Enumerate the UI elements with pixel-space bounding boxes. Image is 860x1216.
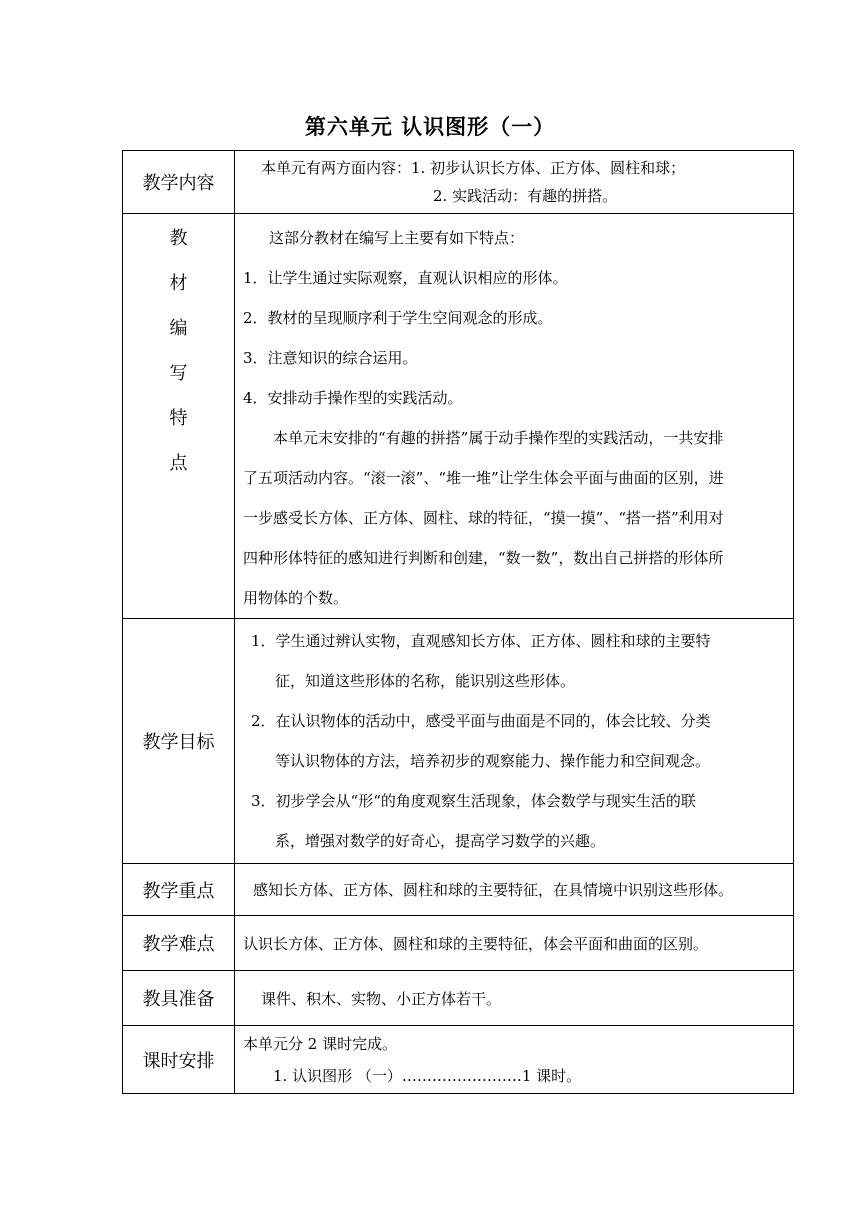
cell-teaching-goals — [235, 619, 794, 864]
schedule-line-2: 1. 认识图形 （一）……………………1 课时。 — [273, 1066, 582, 1085]
features-item: 2．教材的呈现顺序利于学生空间观念的形成。 — [243, 309, 553, 327]
features-paragraph-line: 本单元末安排的“有趣的拼搭”属于动手操作型的实践活动，一共安排 — [273, 429, 724, 447]
goal-line: 等认识物体的方法，培养初步的观察能力、操作能力和空间观念。 — [275, 752, 711, 770]
label-char: 点 — [169, 453, 188, 474]
label-char: 特 — [169, 408, 188, 429]
cell-teaching-content — [235, 151, 794, 214]
difficulties-text: 认识长方体、正方体、圆柱和球的主要特征，体会平面和曲面的区别。 — [243, 934, 709, 953]
label-teaching-content: 教学内容 — [123, 151, 235, 214]
cell-difficulties — [235, 916, 794, 971]
label-char: 教 — [169, 228, 188, 249]
lesson-plan-table — [122, 150, 794, 1094]
cell-teaching-aids — [235, 971, 794, 1026]
content-line-1: 本单元有两方面内容：1. 初步认识长方体、正方体、圆柱和球； — [261, 159, 686, 177]
page-title: 第六单元 认识图形（一） — [304, 115, 556, 139]
row-teaching-content — [123, 151, 794, 214]
row-difficulties — [123, 916, 794, 971]
features-paragraph-line: 用物体的个数。 — [243, 589, 349, 607]
features-item: 3．注意知识的综合运用。 — [243, 349, 418, 367]
features-paragraph-line: 了五项活动内容。“滚一滚”、“堆一堆”让学生体会平面与曲面的区别，进 — [243, 469, 724, 487]
label-teaching-aids: 教具准备 — [123, 971, 235, 1026]
teaching-aids-text: 课件、积木、实物、小正方体若干。 — [261, 989, 502, 1008]
cell-schedule — [235, 1026, 794, 1094]
cell-key-points — [235, 864, 794, 916]
features-intro: 这部分教材在编写上主要有如下特点： — [269, 229, 525, 247]
schedule-line-1: 本单元分 2 课时完成。 — [243, 1034, 398, 1053]
features-paragraph-line: 四种形体特征的感知进行判断和创建，“数一数”，数出自己拼搭的形体所 — [243, 549, 724, 567]
goal-line: 3．初步学会从“形“的角度观察生活现象，体会数学与现实生活的联 — [251, 792, 696, 810]
label-difficulties: 教学难点 — [123, 916, 235, 971]
goal-line: 征，知道这些形体的名称，能识别这些形体。 — [275, 672, 576, 690]
label-key-points: 教学重点 — [123, 864, 235, 916]
row-teaching-goals — [123, 619, 794, 864]
features-paragraph-line: 一步感受长方体、正方体、圆柱、球的特征，“摸一摸”、“搭一搭”利用对 — [243, 509, 724, 527]
label-char: 写 — [169, 363, 188, 384]
label-textbook-features — [123, 214, 235, 619]
goal-line: 1．学生通过辨认实物，直观感知长方体、正方体、圆柱和球的主要特 — [251, 632, 711, 650]
row-teaching-aids — [123, 971, 794, 1026]
content-line-2: 2. 实践活动：有趣的拼搭。 — [433, 187, 618, 205]
label-schedule: 课时安排 — [123, 1026, 235, 1094]
label-char: 材 — [169, 273, 188, 294]
label-teaching-goals: 教学目标 — [123, 619, 235, 864]
row-textbook-features — [123, 214, 794, 619]
features-item: 1．让学生通过实际观察，直观认识相应的形体。 — [243, 269, 568, 287]
label-char: 编 — [169, 318, 188, 339]
row-key-points — [123, 864, 794, 916]
key-points-text: 感知长方体、正方体、圆柱和球的主要特征，在具情境中识别这些形体。 — [253, 881, 734, 899]
goal-line: 2．在认识物体的活动中，感受平面与曲面是不同的，体会比较、分类 — [251, 712, 711, 730]
features-item: 4．安排动手操作型的实践活动。 — [243, 389, 463, 407]
row-schedule — [123, 1026, 794, 1094]
cell-textbook-features — [235, 214, 794, 619]
goal-line: 系，增强对数学的好奇心，提高学习数学的兴趣。 — [275, 832, 606, 850]
